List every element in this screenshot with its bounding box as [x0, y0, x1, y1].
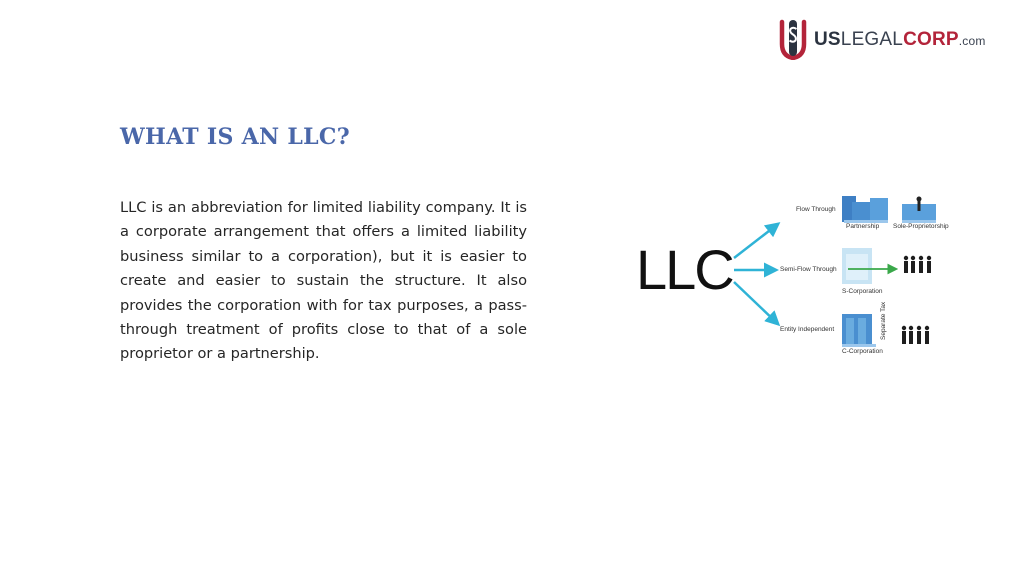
caption-c-corporation: C-Corporation [842, 348, 883, 355]
branch-label-flow-through: Flow Through [796, 206, 836, 213]
uslegalcorp-logo[interactable] [778, 18, 1008, 62]
caption-partnership: Partnership [846, 223, 880, 230]
logo-wordmark [814, 29, 986, 51]
branch-label-entity-independent: Entity Independent [780, 326, 835, 333]
diagram-root-label: LLC [636, 238, 733, 301]
logo-us: US [814, 29, 841, 50]
caption-s-corporation: S-Corporation [842, 288, 883, 295]
page-title: WHAT IS AN LLC? [120, 124, 350, 150]
taxed-owners-people-icon [902, 326, 929, 344]
s-corporation-building-icon [842, 248, 872, 284]
shareholders-people-icon [904, 256, 931, 273]
uslegalcorp-shield-icon [778, 18, 808, 60]
diagram-graphics [630, 190, 960, 365]
branch-label-semi-flow-through: Semi-Flow Through [780, 266, 837, 273]
caption-separate-tax: Separate Tax [880, 301, 887, 340]
branch-arrow-top [734, 224, 778, 258]
logo-legal: LEGAL [840, 29, 904, 50]
c-corporation-building-icon [842, 314, 876, 347]
caption-sole-proprietorship: Sole-Proprietorship [893, 223, 949, 230]
llc-description: LLC is an abbreviation for limited liability company. It is a corporate arrangement that offers a limited liability business similar to a corporation), but it is easier to create and easier to sustain the structure. It also provides the corporation with for tax purposes, a pass-through treatment of profits close to that of a sole proprietor or a partnership. [120, 199, 527, 363]
llc-diagram [630, 190, 960, 365]
partnership-building-icon [842, 196, 888, 223]
branch-arrow-bottom [734, 282, 778, 324]
logo-domain: .com [958, 34, 986, 48]
sole-proprietorship-building-icon [902, 197, 936, 224]
logo-corp: CORP [903, 29, 959, 50]
